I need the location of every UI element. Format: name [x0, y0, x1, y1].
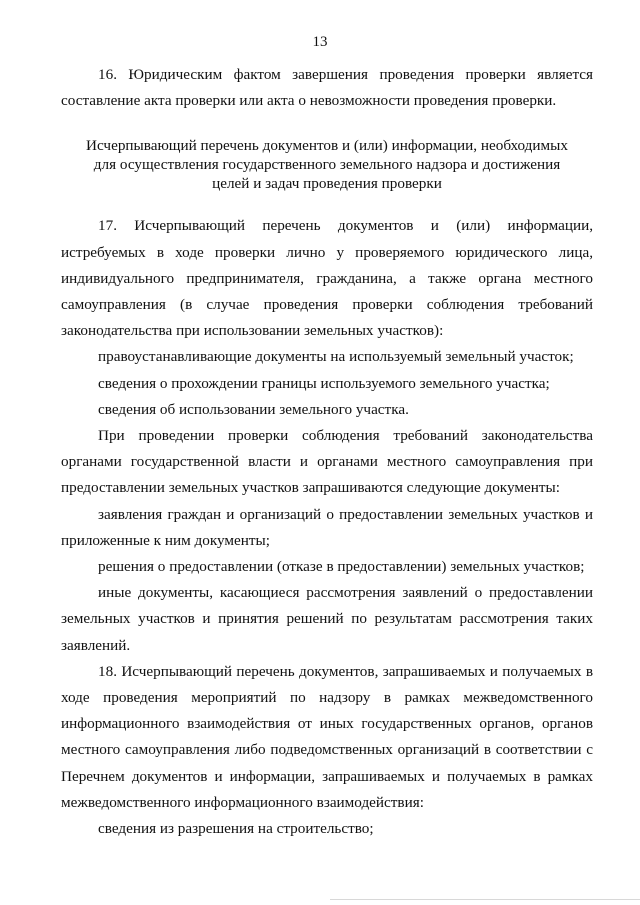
paragraph-17: 17. Исчерпывающий перечень документов и (или) информации, истребуемых в ходе проверки лично у проверяемого юридического лица, индивидуального предпринимателя, гражданина, а также органа местного самоуправления (в случае проведения проверки соблюдения требований законодательства при использовании земельных участков): — [61, 217, 593, 340]
list-item: иные документы, касающиеся рассмотрения заявлений о предоставлении земельных участков и принятия решений по результатам рассмотрения таких заявлений. — [61, 584, 593, 654]
page-number: 13 — [312, 34, 328, 50]
list-item: сведения из разрешения на строительство; — [98, 820, 374, 838]
paragraph-16: 16. Юридическим фактом завершения проведения проверки является составление акта проверки или акта о невозможности проведения проверки. — [61, 66, 593, 110]
list-item: сведения об использовании земельного участка. — [98, 400, 409, 418]
section-heading-line-3: целей и задач проведения проверки — [212, 175, 442, 193]
list-item: правоустанавливающие документы на используемый земельный участок; — [98, 348, 574, 366]
list-item: решения о предоставлении (отказе в предоставлении) земельных участков; — [98, 558, 585, 576]
document-body — [61, 62, 593, 842]
list-item: заявления граждан и организаций о предоставлении земельных участков и приложенные к ним документы; — [61, 505, 593, 549]
section-heading-line-2: для осуществления государственного земельного надзора и достижения — [93, 156, 561, 174]
paragraph-18: 18. Исчерпывающий перечень документов, запрашиваемых и получаемых в ходе проведения мероприятий по надзору в рамках межведомственного информационного взаимодействия от иных государственных органов, органов местного самоуправления либо подведомственных организаций в соответствии с Перечнем документов и информации, запрашиваемых и получаемых в рамках межведомственного информационного взаимодействия: — [61, 662, 593, 811]
section-heading — [61, 136, 593, 193]
page-bottom-edge — [330, 899, 640, 900]
paragraph-authorities: При проведении проверки соблюдения требований законодательства органами государственной власти и органами местного самоуправления при предоставлении земельных участков запрашиваются следующие документы: — [61, 427, 593, 497]
list-item: сведения о прохождении границы используемого земельного участка; — [98, 374, 550, 392]
section-heading-line-1: Исчерпывающий перечень документов и (или) информации, необходимых — [86, 137, 568, 155]
